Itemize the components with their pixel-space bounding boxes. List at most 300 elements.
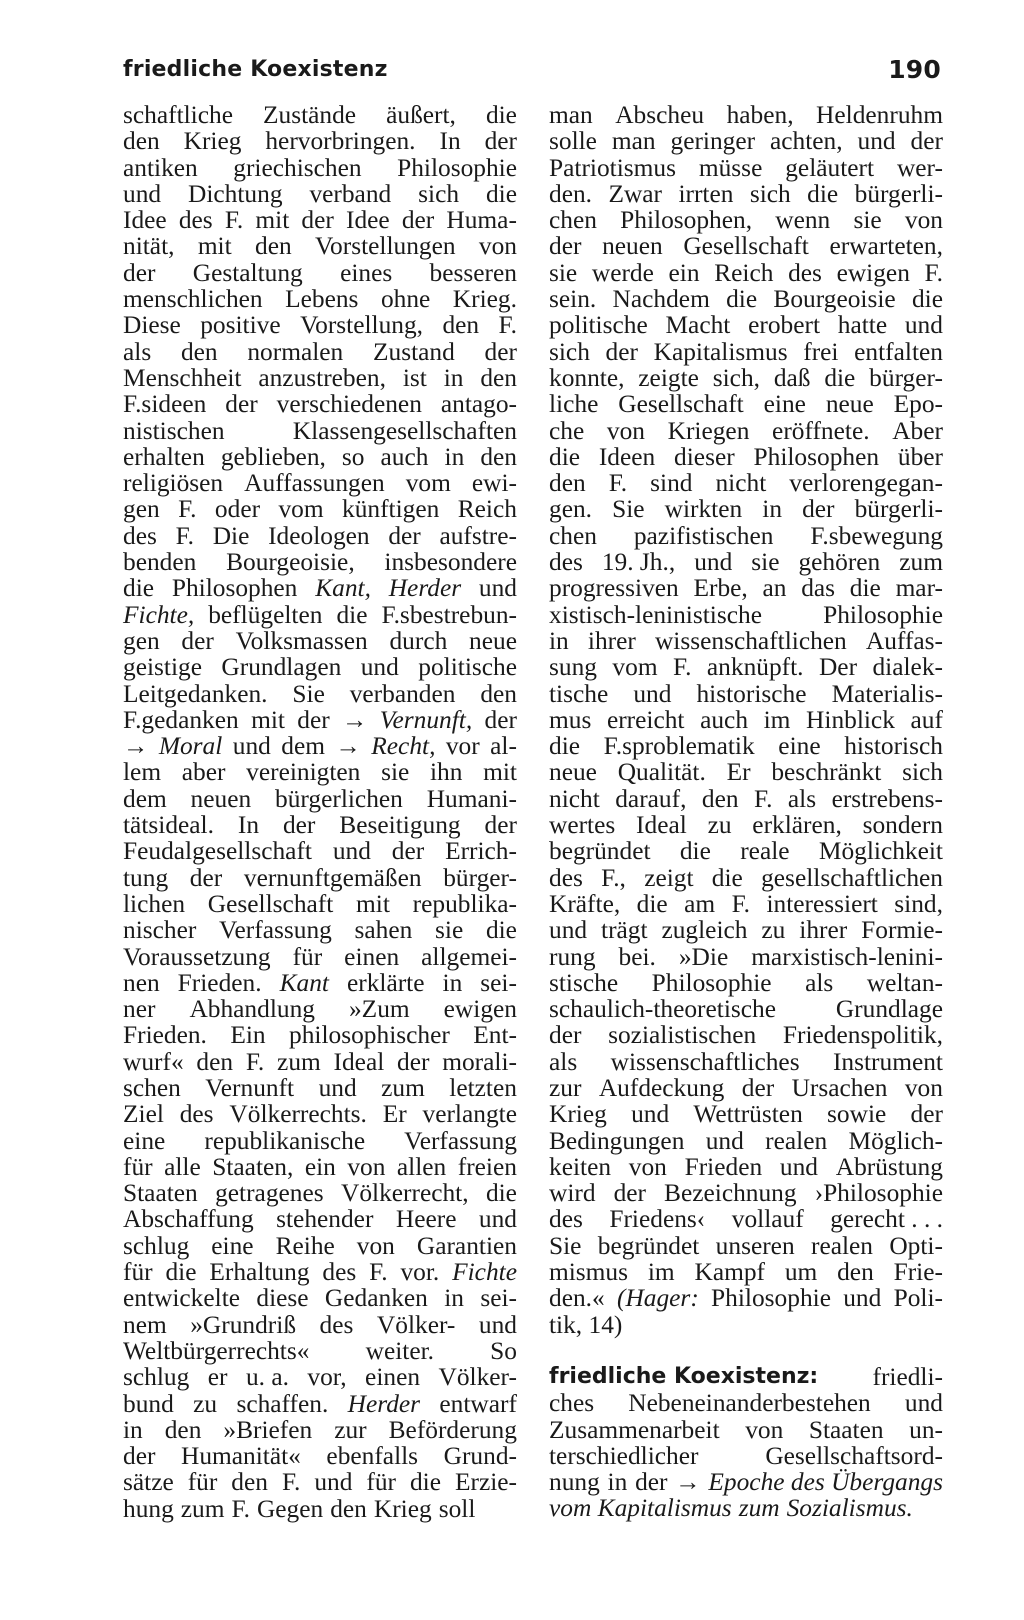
word: darauf, bbox=[615, 784, 687, 813]
word: wissenschaftlichen bbox=[654, 626, 847, 655]
word: Grundlage bbox=[835, 995, 943, 1024]
word: erhalten bbox=[123, 442, 205, 471]
word: äußert, bbox=[386, 101, 456, 129]
text-line bbox=[549, 1022, 943, 1048]
word: sie bbox=[853, 206, 882, 235]
word: vom Kapitalismus bbox=[549, 1494, 732, 1523]
word: schaffen. bbox=[236, 1389, 329, 1418]
word: wer- bbox=[896, 153, 943, 182]
running-head bbox=[123, 52, 941, 86]
word: interessiert bbox=[766, 889, 878, 918]
word: der bbox=[910, 127, 943, 156]
word: Ideologen bbox=[268, 521, 370, 550]
text-line bbox=[123, 944, 517, 970]
word: den. bbox=[549, 179, 593, 208]
word: ner bbox=[123, 995, 156, 1024]
word: weltan- bbox=[866, 968, 943, 997]
word: der bbox=[484, 127, 517, 156]
word: Qualität. bbox=[617, 758, 706, 787]
word: verband bbox=[309, 179, 392, 208]
text-line bbox=[549, 944, 943, 970]
word: Philosophie bbox=[397, 153, 517, 182]
word: sowie bbox=[827, 1100, 887, 1129]
text-line bbox=[549, 181, 943, 207]
word: ches bbox=[549, 1389, 595, 1418]
word: der bbox=[189, 863, 223, 892]
word: Vernunft, bbox=[379, 705, 473, 734]
word: der bbox=[123, 258, 156, 287]
word: keiten bbox=[549, 1152, 612, 1181]
word: Möglich- bbox=[848, 1126, 943, 1155]
word: über bbox=[897, 442, 943, 471]
word: Opti- bbox=[889, 1231, 943, 1260]
word: realen bbox=[765, 1126, 828, 1155]
word: gesellschaftlichen bbox=[761, 863, 943, 892]
word: die bbox=[485, 179, 517, 208]
word: ihrer bbox=[587, 626, 636, 655]
word: Dichtung bbox=[188, 179, 283, 208]
text-line bbox=[123, 970, 517, 996]
word: sich bbox=[902, 758, 943, 787]
word: politische bbox=[418, 653, 517, 682]
word: bund bbox=[123, 1389, 174, 1418]
word: So bbox=[490, 1336, 517, 1365]
text-line bbox=[123, 102, 517, 128]
word: für bbox=[123, 1152, 153, 1181]
word: sätze bbox=[123, 1468, 174, 1497]
text-line bbox=[123, 1417, 517, 1443]
word: erklären, bbox=[752, 811, 842, 840]
word: F.gedanken bbox=[123, 705, 239, 734]
word: Vernunft bbox=[205, 1073, 295, 1102]
word: der bbox=[297, 705, 330, 734]
word: die bbox=[726, 285, 758, 314]
word: geringer bbox=[670, 127, 756, 156]
word: und bbox=[478, 1205, 517, 1234]
word: Epoche des Übergangs bbox=[708, 1468, 943, 1497]
word: neuen bbox=[190, 784, 252, 813]
word: das bbox=[801, 574, 836, 603]
text-line bbox=[123, 759, 517, 785]
word: Abscheu bbox=[615, 101, 705, 129]
word: Auffas- bbox=[865, 626, 943, 655]
word: Kapitalismus bbox=[653, 337, 788, 366]
word: und bbox=[360, 653, 399, 682]
text-line bbox=[123, 155, 517, 181]
word: schaulich-theoretische bbox=[549, 995, 777, 1024]
word: Vorstellung, bbox=[300, 311, 424, 340]
word: → bbox=[335, 732, 361, 761]
word: sich bbox=[418, 179, 460, 208]
word: sie bbox=[381, 758, 410, 787]
word: begründet bbox=[597, 1231, 700, 1260]
word: mit bbox=[483, 758, 517, 787]
word: entfalten bbox=[854, 337, 943, 366]
word: Aufdeckung bbox=[598, 1073, 725, 1102]
word: Gesellschaft bbox=[683, 232, 809, 261]
word: Frie- bbox=[893, 1258, 943, 1287]
word: als bbox=[787, 784, 817, 813]
word: F. bbox=[245, 1047, 265, 1076]
word: Herder bbox=[347, 1389, 421, 1418]
word: Beförderung bbox=[388, 1415, 517, 1444]
word: anknüpft. bbox=[706, 653, 804, 682]
text-line bbox=[549, 786, 943, 812]
word: Erzie- bbox=[454, 1468, 517, 1497]
text-line bbox=[123, 1154, 517, 1180]
word: gen bbox=[123, 495, 160, 524]
word: für bbox=[123, 1258, 153, 1287]
word: die bbox=[849, 574, 881, 603]
word: Zusammenarbeit bbox=[549, 1415, 720, 1444]
word: F.sproblematik bbox=[603, 732, 755, 761]
word: und bbox=[478, 1310, 517, 1339]
word: Gesellschaftsord- bbox=[765, 1441, 943, 1470]
word: religiösen bbox=[123, 469, 224, 498]
word: Klassengesellschaften bbox=[292, 416, 517, 445]
text-line bbox=[549, 1285, 943, 1311]
text-line bbox=[549, 365, 943, 391]
word: Grundlagen bbox=[221, 653, 342, 682]
word: den bbox=[180, 337, 218, 366]
text-line bbox=[123, 470, 517, 496]
word: den bbox=[701, 784, 739, 813]
word: mismus bbox=[549, 1258, 629, 1287]
word: Recht, bbox=[371, 732, 436, 761]
text-line bbox=[549, 891, 943, 917]
word: auch bbox=[700, 705, 749, 734]
word: erstrebens- bbox=[831, 784, 943, 813]
text-line bbox=[549, 155, 943, 181]
text-line bbox=[549, 523, 943, 549]
word: und bbox=[694, 548, 733, 577]
word: »Zum bbox=[348, 995, 410, 1024]
word: von bbox=[904, 206, 943, 235]
page-number: 190 bbox=[888, 54, 941, 84]
word: Idee bbox=[345, 206, 390, 235]
word: Nachdem bbox=[612, 285, 710, 314]
word: bürgerlichen bbox=[275, 784, 403, 813]
word: den bbox=[255, 232, 292, 261]
text-line bbox=[549, 812, 943, 838]
word: den bbox=[164, 1415, 202, 1444]
word: besseren bbox=[429, 258, 517, 287]
text-line bbox=[549, 1206, 943, 1232]
word: In bbox=[439, 127, 461, 156]
word: griechischen bbox=[233, 153, 362, 182]
word: Zwar bbox=[608, 179, 663, 208]
text-line bbox=[123, 628, 517, 654]
word: Idee bbox=[123, 206, 167, 235]
right-column bbox=[549, 102, 943, 1522]
word: Instrument bbox=[832, 1047, 943, 1076]
text-line bbox=[549, 1154, 943, 1180]
word: Philosophen bbox=[753, 442, 880, 471]
word: Leitgedanken. bbox=[123, 679, 268, 708]
text-line bbox=[123, 339, 517, 365]
word: zeigt bbox=[644, 863, 694, 892]
word: stehender bbox=[276, 1205, 374, 1234]
word: ihn bbox=[429, 758, 463, 787]
word: Ein bbox=[230, 1021, 266, 1050]
text-line bbox=[123, 1469, 517, 1495]
word: Zustand bbox=[372, 337, 455, 366]
word: Krieg bbox=[373, 1494, 432, 1523]
word: bürgerli- bbox=[854, 179, 943, 208]
word: die bbox=[485, 101, 517, 129]
word: geblieben, bbox=[220, 442, 326, 471]
text-line bbox=[123, 549, 517, 575]
word: un- bbox=[909, 1415, 943, 1444]
word: Gedanken bbox=[324, 1284, 428, 1313]
word: chen bbox=[549, 206, 597, 235]
word: sei- bbox=[480, 1284, 517, 1313]
word: den bbox=[196, 1047, 234, 1076]
word: nität, bbox=[123, 232, 175, 261]
text-line bbox=[549, 444, 943, 470]
word: und bbox=[843, 1284, 882, 1313]
word: des bbox=[123, 521, 157, 550]
text-line bbox=[549, 838, 943, 864]
word: ein bbox=[304, 1152, 336, 1181]
text-line bbox=[549, 1390, 943, 1416]
word: »Die bbox=[678, 942, 729, 971]
word: lem bbox=[123, 758, 162, 787]
word: F. bbox=[498, 311, 517, 340]
text-line bbox=[123, 365, 517, 391]
word: bürgerli- bbox=[854, 495, 943, 524]
word: Abrüstung bbox=[835, 1152, 943, 1181]
word: der bbox=[802, 495, 835, 524]
word: der bbox=[401, 206, 435, 235]
word: neuen bbox=[602, 232, 663, 261]
word: allen bbox=[396, 1152, 447, 1181]
word: »Briefen bbox=[223, 1415, 313, 1444]
word: zur bbox=[549, 1073, 582, 1102]
word: che bbox=[549, 416, 585, 445]
word: verlorengegan- bbox=[789, 469, 943, 498]
word: Der bbox=[818, 653, 858, 682]
word: Philosophen, bbox=[620, 206, 753, 235]
word: in bbox=[444, 442, 465, 471]
word: F. bbox=[231, 1494, 250, 1523]
word: die bbox=[123, 574, 155, 603]
word: F. bbox=[754, 784, 773, 813]
word: ist bbox=[402, 363, 427, 392]
word: republikanische bbox=[204, 1126, 366, 1155]
word: man bbox=[611, 127, 656, 156]
word: Möglichkeit bbox=[818, 837, 943, 866]
word: oder bbox=[214, 495, 261, 524]
text-line bbox=[123, 1259, 517, 1285]
word: und bbox=[549, 916, 588, 945]
word: Philosophie bbox=[823, 600, 943, 629]
word: Bezeichnung bbox=[664, 1179, 797, 1208]
word: Kräfte, bbox=[549, 889, 621, 918]
word: eine bbox=[778, 732, 821, 761]
word: (Hager: bbox=[616, 1284, 699, 1313]
word: einen bbox=[344, 942, 400, 971]
word: »Grundriß bbox=[190, 1310, 297, 1339]
word: in bbox=[607, 1468, 628, 1497]
word: schlug bbox=[123, 1231, 190, 1260]
text-line bbox=[549, 1128, 943, 1154]
word: Feudalgesellschaft bbox=[123, 837, 312, 866]
word: der bbox=[181, 626, 214, 655]
word: für bbox=[366, 1468, 397, 1497]
word: neue bbox=[469, 626, 517, 655]
word: → bbox=[342, 705, 368, 734]
word: liche bbox=[549, 390, 599, 419]
word: nem bbox=[123, 1310, 167, 1339]
word: ein bbox=[668, 258, 700, 287]
word: diese bbox=[256, 1284, 309, 1313]
word: des bbox=[788, 258, 822, 287]
word: Erhaltung bbox=[209, 1258, 310, 1287]
word: vom bbox=[405, 469, 451, 498]
word: nung bbox=[549, 1468, 600, 1497]
word: Kant, bbox=[315, 574, 371, 603]
text-line bbox=[123, 523, 517, 549]
word: und bbox=[314, 1468, 353, 1497]
text-line bbox=[549, 339, 943, 365]
word: Staaten, bbox=[212, 1152, 294, 1181]
word: Völker- bbox=[438, 1363, 517, 1392]
word: verlangte bbox=[422, 1100, 517, 1129]
word: gerecht . . . bbox=[830, 1205, 943, 1234]
word: verschiedenen bbox=[276, 390, 422, 419]
word: Reich bbox=[457, 495, 517, 524]
word: die bbox=[409, 1468, 442, 1497]
word: F. bbox=[608, 469, 628, 498]
word: in bbox=[444, 1284, 464, 1313]
word: Ent- bbox=[473, 1021, 517, 1050]
word: Gesellschaft bbox=[207, 889, 334, 918]
word: Hinblick bbox=[806, 705, 895, 734]
word: vor, bbox=[307, 1363, 347, 1392]
word: antiken bbox=[123, 153, 198, 182]
word: u. a. bbox=[245, 1363, 289, 1392]
word: Abhandlung bbox=[189, 995, 315, 1024]
word: nen bbox=[123, 968, 160, 997]
word: der bbox=[484, 337, 517, 366]
word: Fichte bbox=[452, 1258, 517, 1287]
word: nischer bbox=[123, 916, 197, 945]
word: Ziel bbox=[123, 1100, 164, 1129]
text-line bbox=[123, 1075, 517, 1101]
word: in bbox=[549, 626, 569, 655]
word: Philosophie bbox=[651, 968, 772, 997]
word: bürger- bbox=[443, 863, 517, 892]
word: Philosophie bbox=[711, 1284, 831, 1313]
word: Er bbox=[382, 1100, 407, 1129]
text-line bbox=[549, 391, 943, 417]
word: Ideen bbox=[598, 442, 656, 471]
word: vom bbox=[278, 495, 324, 524]
word: Frieden. bbox=[177, 968, 262, 997]
word: und bbox=[332, 837, 371, 866]
word: haben, bbox=[726, 101, 794, 129]
word: sahen bbox=[354, 916, 413, 945]
word: → bbox=[675, 1468, 701, 1497]
word: Bedingungen bbox=[549, 1126, 685, 1155]
text-line bbox=[549, 1233, 943, 1259]
word: Die bbox=[212, 521, 250, 550]
text-line bbox=[549, 286, 943, 312]
word: schen bbox=[123, 1073, 181, 1102]
word: mus bbox=[549, 705, 592, 734]
word: Verfassung bbox=[404, 1126, 517, 1155]
word: zum bbox=[381, 1073, 425, 1102]
word: Garantien bbox=[416, 1231, 517, 1260]
word: vollauf bbox=[731, 1205, 804, 1234]
word: vernunftgemäßen bbox=[243, 863, 422, 892]
word: positive bbox=[200, 311, 281, 340]
word: sie bbox=[549, 258, 578, 287]
word: Bourgeoisie bbox=[773, 285, 896, 314]
word: letzten bbox=[449, 1073, 517, 1102]
word: Erbe, bbox=[693, 574, 748, 603]
word: ewigen bbox=[443, 995, 517, 1024]
word: zeigte bbox=[638, 363, 699, 392]
word: Abschaffung bbox=[123, 1205, 254, 1234]
word: Patriotismus bbox=[549, 153, 676, 182]
word: entwarf bbox=[439, 1389, 517, 1418]
word: so bbox=[341, 442, 365, 471]
word: der bbox=[225, 390, 258, 419]
word: am bbox=[684, 889, 716, 918]
word: xistisch-leninistische bbox=[549, 600, 762, 629]
word: menschlichen bbox=[123, 285, 263, 314]
text-line bbox=[549, 1101, 943, 1127]
word: neue bbox=[549, 758, 597, 787]
word: wissenschaftliches bbox=[610, 1047, 800, 1076]
word: ohne bbox=[380, 285, 431, 314]
word: mit bbox=[251, 705, 285, 734]
text-line bbox=[123, 654, 517, 680]
word: einen bbox=[365, 1363, 421, 1392]
word: In bbox=[237, 811, 260, 840]
word: den bbox=[330, 1494, 367, 1523]
text-line bbox=[123, 786, 517, 812]
text-line bbox=[123, 444, 517, 470]
text-line bbox=[549, 1259, 943, 1285]
word: 19. Jh., bbox=[601, 548, 676, 577]
word: al- bbox=[490, 732, 517, 761]
word: F.sbewegung bbox=[810, 521, 943, 550]
word: auch bbox=[380, 442, 429, 471]
word: Auffassungen bbox=[244, 469, 385, 498]
text-line bbox=[123, 1206, 517, 1232]
word: geistige bbox=[123, 653, 202, 682]
word: Krieg bbox=[183, 127, 242, 156]
word: Nebeneinanderbestehen bbox=[628, 1389, 871, 1418]
left-column bbox=[123, 102, 517, 1522]
word: erreicht bbox=[606, 705, 685, 734]
word: getragenes bbox=[215, 1179, 324, 1208]
word: Macht bbox=[665, 311, 731, 340]
word: ›Philosophie bbox=[814, 1179, 943, 1208]
word: und bbox=[904, 1389, 943, 1418]
text-line bbox=[123, 733, 517, 759]
word: als bbox=[549, 1047, 578, 1076]
word: vom bbox=[612, 653, 658, 682]
word: stische bbox=[549, 968, 619, 997]
word: Materialis- bbox=[831, 679, 943, 708]
word: Epo- bbox=[893, 390, 943, 419]
word: Beseitigung bbox=[339, 811, 461, 840]
word: des bbox=[322, 1258, 357, 1287]
